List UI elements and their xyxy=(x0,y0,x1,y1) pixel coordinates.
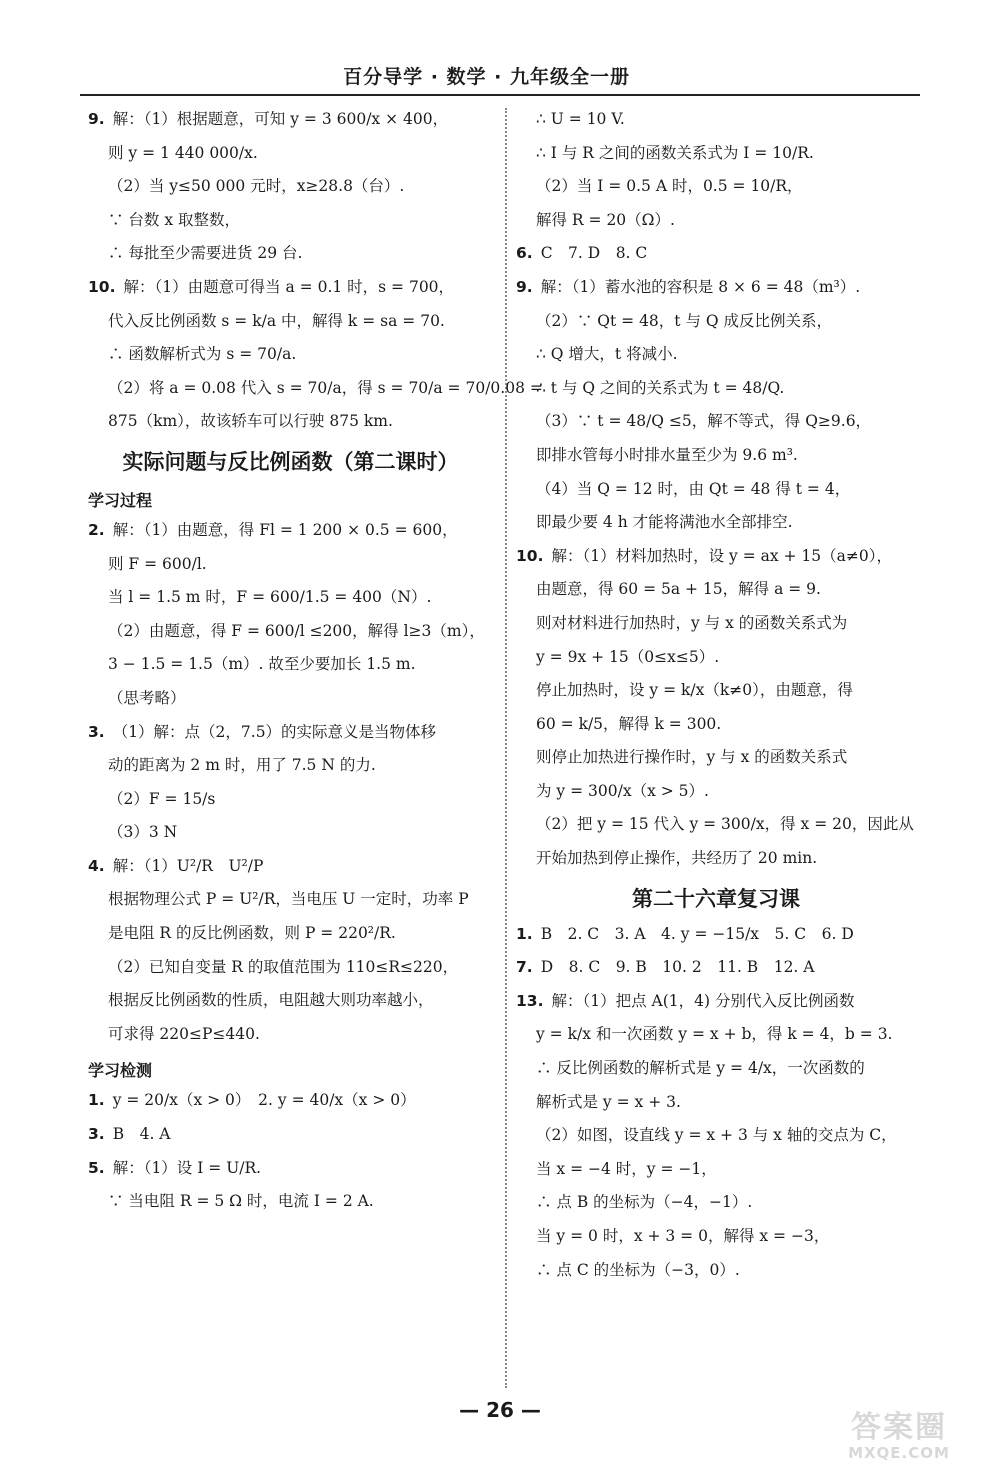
answer-text: 解：（1）由题意，得 Fl = 1 200 × 0.5 = 600， xyxy=(112,520,458,539)
answer-text: ∴ 每批至少需要进货 29 台. xyxy=(108,244,303,263)
answer-text: 动的距离为 2 m 时，用了 7.5 N 的力. xyxy=(108,756,376,775)
answer-text: 是电阻 R 的反比例函数，则 P = 220²/R. xyxy=(108,924,396,943)
answer-text: 可求得 220≤P≤440. xyxy=(108,1024,260,1043)
column-divider xyxy=(505,108,507,1388)
answer-line xyxy=(516,1227,916,1246)
answer-line xyxy=(88,1125,493,1144)
answer-line xyxy=(88,244,493,263)
question-number: 10. xyxy=(88,277,116,296)
answer-line xyxy=(516,614,916,633)
answer-text: （2）将 a = 0.08 代入 s = 70/a，得 s = 70/a = 70/0.08 = xyxy=(108,378,543,397)
answer-text: 根据物理公式 P = U²/R，当电压 U 一定时，功率 P xyxy=(108,890,469,909)
answer-text: 解得 R = 20（Ω）. xyxy=(536,210,675,229)
answer-line xyxy=(88,655,493,674)
answer-line xyxy=(516,412,916,431)
question-number: 3. xyxy=(88,722,105,741)
answer-text: 为 y = 300/x（x > 5）. xyxy=(536,781,709,800)
answer-text: （2）如图，设直线 y = x + 3 与 x 轴的交点为 C， xyxy=(536,1126,897,1145)
question-number: 6. xyxy=(516,244,533,263)
answer-text: （2）已知自变量 R 的取值范围为 110≤R≤220， xyxy=(108,957,459,976)
answer-text: （1）解：点（2，7.5）的实际意义是当物体移 xyxy=(112,722,437,741)
page-header xyxy=(80,58,920,96)
answer-text: ∴ 点 B 的坐标为（−4，−1）. xyxy=(536,1193,753,1212)
answer-line xyxy=(516,345,916,364)
answer-text: 解：（1）材料加热时，设 y = ax + 15（a≠0）， xyxy=(551,546,892,565)
answer-line xyxy=(88,823,493,842)
answer-text: 解：（1）蓄水池的容积是 8 × 6 = 48（m³）. xyxy=(540,277,861,296)
answer-text: （2）∵ Qt = 48，t 与 Q 成反比例关系， xyxy=(536,311,833,330)
answer-line xyxy=(516,211,916,230)
answer-line xyxy=(516,244,916,263)
answer-text: B 2. C 3. A 4. y = −15/x 5. C 6. D xyxy=(540,924,854,943)
answer-line xyxy=(88,622,493,641)
subsection-title: 学习过程 xyxy=(88,490,153,510)
question-number: 9. xyxy=(516,277,533,296)
answer-text: ∴ 点 C 的坐标为（−3，0）. xyxy=(536,1260,740,1279)
question-number: 5. xyxy=(88,1158,105,1177)
watermark-url: MXQE.COM xyxy=(848,1444,950,1462)
answer-line xyxy=(88,144,493,163)
answer-line xyxy=(516,547,916,566)
answer-text: 根据反比例函数的性质，电阻越大则功率越小， xyxy=(108,991,434,1010)
answer-text: y = k/x 和一次函数 y = x + b，得 k = 4，b = 3. xyxy=(536,1025,893,1044)
right-column xyxy=(516,110,916,1294)
answer-text: 则对材料进行加热时，y 与 x 的函数关系式为 xyxy=(536,613,848,632)
answer-line xyxy=(88,958,493,977)
answer-text: ∴ t 与 Q 之间的关系式为 t = 48/Q. xyxy=(536,378,785,397)
answer-line xyxy=(88,211,493,230)
answer-line xyxy=(516,110,916,129)
answer-text: 60 = k/5，解得 k = 300. xyxy=(536,714,722,733)
answer-text: 解：（1）由题意可得当 a = 0.1 时，s = 700， xyxy=(123,277,455,296)
answer-text: 解：（1）U²/R U²/P xyxy=(112,856,264,875)
answer-text: 解：（1）设 I = U/R. xyxy=(112,1158,262,1177)
answer-text: 开始加热到停止操作，共经历了 20 min. xyxy=(536,849,818,868)
answer-text: 则 F = 600/l. xyxy=(108,554,207,573)
watermark-main: 答案圈 xyxy=(851,1410,947,1445)
subsection-title: 学习检测 xyxy=(88,1061,153,1081)
section-title: 实际问题与反比例函数（第二课时） xyxy=(122,448,459,474)
answer-line xyxy=(516,278,916,297)
answer-text: 由题意，得 60 = 5a + 15，解得 a = 9. xyxy=(536,580,821,599)
answer-line xyxy=(88,345,493,364)
question-number: 10. xyxy=(516,546,544,565)
answer-line xyxy=(516,144,916,163)
answer-text: （3）3 N xyxy=(108,823,178,842)
answer-line xyxy=(516,446,916,465)
answer-text: ∴ Q 增大，t 将减小. xyxy=(536,345,678,364)
answer-text: 当 x = −4 时，y = −1， xyxy=(536,1159,717,1178)
answer-line xyxy=(516,379,916,398)
answer-text: 解析式是 y = x + 3. xyxy=(536,1092,681,1111)
answer-text: ∴ 反比例函数的解析式是 y = 4/x，一次函数的 xyxy=(536,1059,865,1078)
answer-line xyxy=(88,588,493,607)
answer-text: ∴ U = 10 V. xyxy=(536,110,625,128)
answer-text: （2）由题意，得 F = 600/l ≤200，解得 l≥3（m）， xyxy=(108,621,485,640)
answer-line xyxy=(88,278,493,297)
answer-text: C 7. D 8. C xyxy=(540,244,648,263)
question-number: 2. xyxy=(88,520,105,539)
answer-text: 则 y = 1 440 000/x. xyxy=(108,143,258,162)
answer-text: ∴ 函数解析式为 s = 70/a. xyxy=(108,345,297,364)
answer-line xyxy=(516,782,916,801)
answer-line xyxy=(88,790,493,809)
answer-line xyxy=(516,648,916,667)
answer-text: 3 − 1.5 = 1.5（m）. 故至少要加长 1.5 m. xyxy=(108,655,416,674)
answer-line xyxy=(88,689,493,708)
answer-line xyxy=(88,1091,493,1110)
answer-text: 当 l = 1.5 m 时，F = 600/1.5 = 400（N）. xyxy=(108,588,432,607)
answer-line xyxy=(88,378,543,398)
question-number: 1. xyxy=(516,924,533,943)
answer-line xyxy=(516,1160,916,1179)
watermark-logo xyxy=(824,1412,974,1466)
answer-text: （3）∵ t = 48/Q ≤5，解不等式，得 Q≥9.6， xyxy=(536,412,872,431)
answer-line xyxy=(516,1093,916,1112)
answer-line xyxy=(516,1261,916,1280)
answer-line xyxy=(516,1126,916,1145)
answer-text: 即排水管每小时排水量至少为 9.6 m³. xyxy=(536,445,798,464)
answer-line xyxy=(88,857,493,876)
answer-line xyxy=(516,992,916,1011)
answer-text: 则停止加热进行操作时，y 与 x 的函数关系式 xyxy=(536,748,848,767)
answer-line xyxy=(516,748,916,767)
answer-line xyxy=(88,991,493,1010)
answer-line xyxy=(516,849,916,868)
answer-text: y = 20/x（x > 0） 2. y = 40/x（x > 0） xyxy=(112,1091,416,1110)
answer-line xyxy=(88,521,493,540)
answer-text: （2）当 y≤50 000 元时，x≥28.8（台）. xyxy=(108,177,405,196)
answer-line xyxy=(516,1193,916,1212)
answer-line xyxy=(516,715,916,734)
answer-line xyxy=(516,681,916,700)
answer-text: 当 y = 0 时，x + 3 = 0，解得 x = −3， xyxy=(536,1227,830,1245)
answer-text: 停止加热时，设 y = k/x（k≠0），由题意，得 xyxy=(536,681,853,700)
question-number: 13. xyxy=(516,991,544,1010)
answer-line xyxy=(88,723,493,742)
header-title: 百分导学 · 数学 · 九年级全一册 xyxy=(343,66,630,88)
answer-line xyxy=(516,925,916,944)
answer-line xyxy=(88,312,493,331)
answer-line xyxy=(516,580,916,599)
answer-line xyxy=(516,177,916,196)
answer-text: （4）当 Q = 12 时，由 Qt = 48 得 t = 4， xyxy=(536,479,851,498)
answer-text: ∵ 当电阻 R = 5 Ω 时，电流 I = 2 A. xyxy=(108,1192,374,1211)
answer-line xyxy=(88,177,493,196)
answer-line xyxy=(516,513,916,532)
answer-line xyxy=(88,1192,493,1211)
question-number: 1. xyxy=(88,1091,105,1110)
answer-text: 875（km），故该轿车可以行驶 875 km. xyxy=(108,412,393,431)
answer-line xyxy=(516,480,916,499)
answer-line xyxy=(516,958,916,977)
section-title: 第二十六章复习课 xyxy=(632,885,800,911)
answer-line xyxy=(88,412,493,431)
question-number: 3. xyxy=(88,1125,105,1144)
answer-text: ∴ I 与 R 之间的函数关系式为 I = 10/R. xyxy=(536,143,814,162)
answer-line xyxy=(516,815,916,834)
answer-text: 解：（1）根据题意，可知 y = 3 600/x × 400， xyxy=(112,110,449,128)
answer-text: （2）把 y = 15 代入 y = 300/x，得 x = 20，因此从 xyxy=(536,815,914,834)
answer-text: y = 9x + 15（0≤x≤5）. xyxy=(536,647,720,666)
page-number: — 26 — xyxy=(459,1398,541,1422)
answer-line xyxy=(88,1159,493,1178)
answer-line xyxy=(88,110,493,129)
question-number: 4. xyxy=(88,856,105,875)
answer-line xyxy=(516,1025,916,1044)
answer-line xyxy=(88,890,493,909)
answer-text: 即最少要 4 h 才能将满池水全部排空. xyxy=(536,513,793,532)
answer-line xyxy=(516,312,916,331)
answer-text: （2）当 I = 0.5 A 时，0.5 = 10/R， xyxy=(536,177,803,196)
answer-text: B 4. A xyxy=(112,1125,171,1144)
answer-line xyxy=(88,924,493,943)
answer-text: 解：（1）把点 A(1，4) 分别代入反比例函数 xyxy=(551,991,855,1010)
answer-line xyxy=(88,555,493,574)
answer-text: （2）F = 15/s xyxy=(108,789,216,808)
question-number: 9. xyxy=(88,110,105,128)
answer-text: （思考略） xyxy=(108,688,186,707)
answer-text: D 8. C 9. B 10. 2 11. B 12. A xyxy=(540,958,815,977)
question-number: 7. xyxy=(516,958,533,977)
answer-line xyxy=(88,756,493,775)
answer-text: ∵ 台数 x 取整数， xyxy=(108,210,241,229)
answer-line xyxy=(516,1059,916,1078)
answer-line xyxy=(88,1025,493,1044)
answer-text: 代入反比例函数 s = k/a 中，解得 k = sa = 70. xyxy=(108,311,445,330)
